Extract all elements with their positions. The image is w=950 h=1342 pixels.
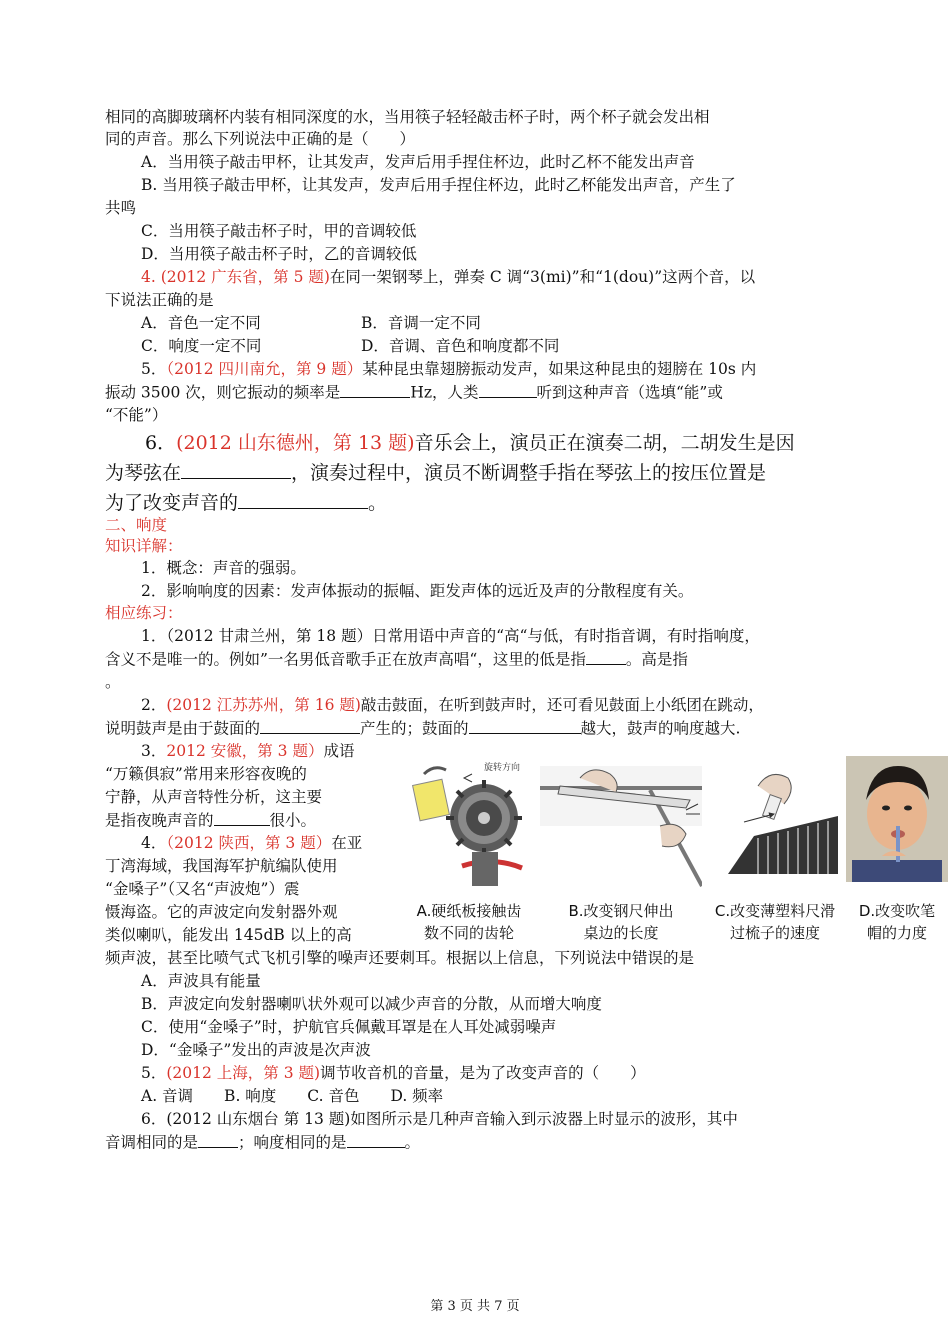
text-line: 频声波，甚至比喷气式飞机引擎的噪声还要刺耳。根据以上信息，下列说法中错误的是 (105, 949, 695, 967)
text-line: 1．（2012 甘肃兰州，第 18 题）日常用语中声音的“高“与低，有时指音调，有时指响度， (141, 627, 760, 645)
question-text: 音乐会上，演员正在演奏二胡，二胡发生是因 (414, 432, 795, 454)
text-line: 6．(2012 山东烟台 第 13 题)如图所示是几种声音输入到示波器上时显示的波形，其中 (141, 1110, 738, 1128)
text-segment: 很小。 (269, 811, 317, 830)
caption-line: B.改变钢尺伸出 (568, 902, 674, 920)
panel-c-comb (708, 756, 842, 946)
practice-2-line (141, 694, 764, 716)
section-heading: 二、响度 (105, 516, 168, 534)
text-segment: 产生的；鼓面的 (360, 719, 469, 738)
text-line: 丁湾海域，我国海军护航编队使用 (105, 857, 338, 875)
caption-d (846, 900, 948, 944)
text-segment: 含义不是唯一的。例如”一名男低音歌手正在放声高唱“，这里的低是指 (105, 650, 586, 669)
option-line: A．声波具有能量 (141, 972, 261, 990)
text-segment: 。 (404, 1133, 421, 1152)
caption-c (708, 900, 842, 944)
option-line: D．当用筷子敲击杯子时，乙的音调较低 (141, 245, 417, 263)
text-line (105, 458, 766, 488)
rotation-label: 旋转方向 (484, 763, 521, 773)
question-4-line (141, 266, 755, 288)
option-line: D．“金嗓子”发出的声波是次声波 (141, 1041, 371, 1059)
question-number: 4． (141, 834, 167, 852)
text-segment: 音调相同的是 (105, 1133, 199, 1152)
text-line: 共鸣 (105, 199, 137, 217)
text-line: “不能”） (105, 406, 168, 424)
question-text: 调节收音机的音量，是为了改变声音的（ ） (320, 1064, 646, 1082)
answer-blank[interactable] (214, 809, 270, 826)
text-line: 1．概念：声音的强弱。 (141, 559, 306, 577)
text-segment: 。 (368, 492, 388, 514)
text-segment: 越大，鼓声的响度越大. (580, 719, 741, 738)
caption-b (540, 900, 702, 944)
option-row (141, 335, 559, 357)
question-text: 某种昆虫靠翅膀振动发声，如果这种昆虫的翅膀在 10s 内 (362, 360, 757, 378)
answer-blank[interactable] (469, 717, 581, 734)
text-segment: 是指夜晚声音的 (105, 811, 214, 830)
question-text: 在同一架钢琴上，弹奏 C 调“3(mi)”和“1(dou)”这两个音，以 (329, 268, 756, 286)
page-footer: 第 3 页 共 7 页 (430, 1299, 520, 1314)
caption-line: 过梳子的速度 (729, 924, 820, 942)
caption-line: C.改变薄塑料尺滑 (714, 902, 836, 920)
caption-line: D.改变吹笔 (858, 902, 936, 920)
option-line: A. 音调 B. 响度 C. 音色 D. 频率 (141, 1087, 444, 1105)
question-source: 2012 安徽，第 3 题） (166, 742, 324, 760)
answer-blank[interactable] (340, 381, 410, 398)
option-line: B．声波定向发射器喇叭状外观可以减少声音的分散，从而增大响度 (141, 995, 602, 1013)
text-segment: ，演奏过程中，演员不断调整手指在琴弦上的按压位置是 (291, 462, 767, 484)
text-segment: 振动 3500 次，则它振动的频率是 (105, 383, 341, 402)
ruler-illustration (540, 756, 702, 896)
question-text: 成语 (323, 742, 355, 760)
text-segment: 听到这种声音（选填“能”或 (536, 383, 723, 402)
caption-line: A.硬纸板接触齿 (416, 902, 522, 920)
text-segment: 为琴弦在 (105, 462, 182, 484)
text-line: 类似喇叭，能发出 145dB 以上的高 (105, 926, 352, 944)
option-line: C．使用“金嗓子”时，护航官兵佩戴耳罩是在人耳处减弱噪声 (141, 1018, 557, 1036)
caption-line: 数不同的齿轮 (423, 924, 514, 942)
option-c: C．响度一定不同 (141, 337, 262, 355)
text-line: 相同的高脚玻璃杯内装有相同深度的水，当用筷子轻轻敲击杯子时，两个杯子就会发出相 (105, 108, 710, 126)
question-number: 5． (141, 360, 167, 378)
option-line: A．当用筷子敲击甲杯，让其发声，发声后用手捏住杯边，此时乙杯不能发出声音 (141, 153, 695, 171)
answer-blank[interactable] (181, 459, 291, 479)
question-text: 在亚 (331, 834, 363, 852)
text-line: 。 (105, 673, 121, 691)
question-number: 5． (141, 1064, 167, 1082)
text-line (105, 381, 723, 404)
text-line (105, 717, 740, 740)
practice-3-line (141, 740, 354, 762)
text-line: “万籁俱寂”常用来形容夜晚的 (105, 765, 307, 783)
question-source: (2012 山东德州，第 13 题) (176, 432, 415, 454)
caption-line: 帽的力度 (866, 924, 927, 942)
question-source: (2012 江苏苏州，第 16 题) (166, 696, 361, 714)
boy-photo (846, 756, 948, 882)
text-line: 下说法正确的是 (105, 291, 214, 309)
text-line (105, 1131, 420, 1154)
text-segment: Hz，人类 (410, 383, 479, 402)
question-source: （2012 陕西，第 3 题） (166, 834, 332, 852)
answer-blank[interactable] (238, 489, 368, 509)
answer-blank[interactable] (347, 1131, 405, 1148)
panel-a-gear (402, 756, 536, 946)
question-source: （2012 四川南允，第 9 题） (166, 360, 363, 378)
practice-4-line (141, 832, 362, 854)
answer-blank[interactable] (198, 1131, 238, 1148)
subheading: 知识详解： (105, 537, 183, 555)
practice-5-line (141, 1062, 646, 1084)
answer-blank[interactable] (479, 381, 537, 398)
option-b: B．音调一定不同 (361, 314, 481, 332)
text-segment: 为了改变声音的 (105, 492, 239, 514)
option-line: B. 当用筷子敲击甲杯，让其发声，发声后用手捏住杯边，此时乙杯能发出声音，产生了 (141, 176, 736, 194)
question-6-line (145, 428, 795, 458)
option-line: C．当用筷子敲击杯子时，甲的音调较低 (141, 222, 417, 240)
text-line: 宁静，从声音特性分析，这主要 (105, 788, 323, 806)
option-row (141, 312, 481, 334)
experiment-figure (402, 756, 948, 946)
question-text: 敲击鼓面，在听到鼓声时，还可看见鼓面上小纸团在跳动， (360, 696, 764, 714)
text-segment: ；响度相同的是 (238, 1133, 347, 1152)
caption-line: 桌边的长度 (583, 924, 659, 942)
comb-illustration (708, 756, 842, 896)
panel-d-pen-cap (846, 756, 948, 946)
question-5-line (141, 358, 756, 380)
question-number: 2． (141, 696, 167, 714)
question-source: 4. (2012 广东省，第 5 题) (141, 268, 330, 286)
text-segment: 。高是指 (625, 650, 688, 669)
answer-blank[interactable] (260, 717, 360, 734)
text-line: 同的声音。那么下列说法中正确的是（ ） (105, 130, 416, 148)
option-d: D．音调、音色和响度都不同 (361, 337, 560, 355)
text-segment: 说明鼓声是由于鼓面的 (105, 719, 261, 738)
text-line: 慑海盗。它的声波定向发射器外观 (105, 903, 338, 921)
text-line: “金嗓子”（又名“声波炮”）震 (105, 880, 300, 898)
question-number: 3． (141, 742, 167, 760)
panel-b-ruler (540, 756, 702, 946)
text-line: 2．影响响度的因素：发声体振动的振幅、距发声体的远近及声的分散程度有关。 (141, 582, 694, 600)
text-line (105, 809, 316, 832)
caption-a (402, 900, 536, 944)
option-a: A．音色一定不同 (141, 314, 261, 332)
question-source: (2012 上海，第 3 题) (166, 1064, 321, 1082)
subheading: 相应练习： (105, 604, 183, 622)
answer-blank[interactable] (586, 648, 626, 665)
text-line (105, 648, 688, 671)
question-number: 6． (145, 432, 177, 454)
gear-illustration (402, 756, 536, 896)
